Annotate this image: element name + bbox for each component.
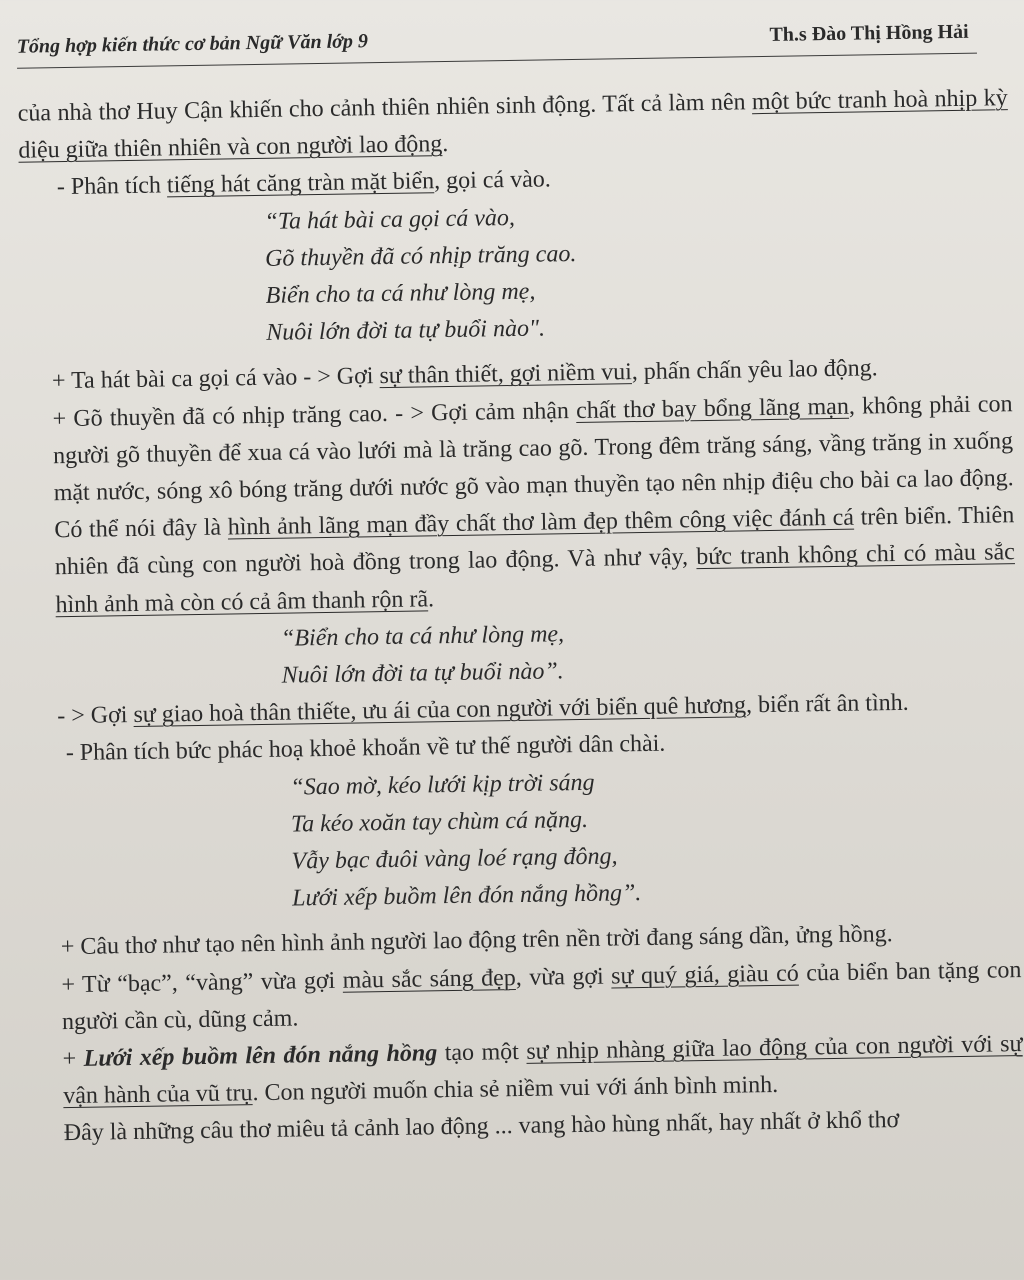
poem-line: Biển cho ta cá như lòng mẹ, [265,278,536,309]
poem-stanza-1 [19,192,1011,356]
page-header [17,19,977,69]
header-author: Th.s Đào Thị Hồng Hải [769,20,969,46]
poem-line: Nuôi lớn đời ta tự buổi nào". [266,315,546,347]
paragraph-boat-rhythm: + Gõ thuyền đã có nhịp trăng cao. - > Gợi cảm nhận chất thơ bay bổng lãng mạn, không phải con người gõ thuyền để xua cá vào lưới mà là trăng cao gõ. Trong đêm trăng sáng, vầng trăng in xuống mặt nước, sóng xô bóng trăng dưới nước gõ vào mạn thuyền tạo nên nhịp điệu cho bài ca lao động. Có thể nói đây là hình ảnh lãng mạn đầy chất thơ làm đẹp thêm công việc đánh cá trên biển. Thiên nhiên đã cùng con người hoà đồng trong lao động. Và như vậy, bức tranh không chỉ có màu sắc hình ảnh mà còn có cả âm thanh rộn rã. [52,390,1016,618]
underlined-phrase: tiếng hát căng tràn mặt biển [166,168,435,199]
underlined-phrase: chất thơ bay bổng lãng mạn [575,393,850,424]
underlined-phrase: sự nhịp nhàng giữa lao động của con người với sự vận hành của vũ trụ [63,1031,1023,1110]
underlined-phrase: bức tranh không chỉ có màu sắc hình ảnh mà còn có cả âm thanh rộn rã [55,539,1016,618]
underlined-phrase: sự giao hoà thân thiếte, ưu ái của con người với biển quê hương [133,692,747,729]
paragraph-song: + Ta hát bài ca gọi cá vào - > Gợi sự thân thiết, gợi niềm vui, phấn chấn yêu lao động. [51,355,878,395]
poem-line: “Ta hát bài ca gọi cá vào, [264,204,516,235]
underlined-phrase: màu sắc sáng đẹp [342,964,516,994]
poem-line: “Sao mờ, kéo lưới kịp trời sáng [290,769,595,801]
bullet-analysis-singing: - Phân tích tiếng hát căng tràn mặt biển, gọi cá vào. [56,166,551,201]
page-body [18,80,1024,1153]
bullet-analysis-fishermen: - Phân tích bức phác hoạ khoẻ khoắn về tư thế người dân chài. [65,731,666,767]
poem-line: “Biển cho ta cá như lòng mẹ, [280,621,565,652]
underlined-phrase: một bức tranh hoà nhịp kỳ diệu giữa thiên nhiên và con người lao động [18,85,1008,164]
underlined-phrase: sự thân thiết, gợi niềm vui [379,359,633,390]
paragraph-sails: + Lưới xếp buồm lên đón nắng hồng tạo một sự nhịp nhàng giữa lao động của con người với sự vận hành của vũ trụ. Con người muốn chia sẻ niềm vui với ánh bình minh. [62,1031,1023,1110]
poem-line: Vẫy bạc đuôi vàng loé rạng đông, [291,843,618,875]
poem-line: Nuôi lớn đời ta tự buổi nào”. [281,658,564,689]
paragraph-intro: của nhà thơ Huy Cận khiến cho cảnh thiên nhiên sinh động. Tất cả làm nên một bức tranh hoà nhịp kỳ diệu giữa thiên nhiên và con người lao động. [17,85,1008,164]
poem-line: Ta kéo xoăn tay chùm cá nặng. [290,806,589,838]
paragraph-sea-harmony: - > Gợi sự giao hoà thân thiếte, ưu ái của con người với biển quê hương, biển rất ân tình. [57,690,909,730]
paragraph-colors: + Từ “bạc”, “vàng” vừa gợi màu sắc sáng đẹp, vừa gợi sự quý giá, giàu có của biển ban tặng con người cần cù, dũng cảm. [61,956,1022,1036]
bold-italic-phrase: Lưới xếp buồm lên đón nắng hồng [83,1040,438,1072]
paragraph-cutoff: Đây là những câu thơ miêu tả cảnh lao động ... vang hào hùng nhất, hay nhất ở khổ thơ [63,1107,900,1147]
underlined-phrase: sự quý giá, giàu có [610,960,799,990]
paragraph-dawn: + Câu thơ như tạo nên hình ảnh người lao động trên nền trời đang sáng dần, ửng hồng. [60,921,893,961]
poem-stanza-3 [28,758,1020,922]
poem-line: Lưới xếp buồm lên đón nắng hồng”. [291,880,642,912]
poem-line: Gõ thuyền đã có nhịp trăng cao. [264,240,577,272]
header-title: Tổng hợp kiến thức cơ bản Ngữ Văn lớp 9 [16,30,369,58]
underlined-phrase: hình ảnh lãng mạn đầy chất thơ làm đẹp thêm công việc đánh cá [227,504,855,541]
